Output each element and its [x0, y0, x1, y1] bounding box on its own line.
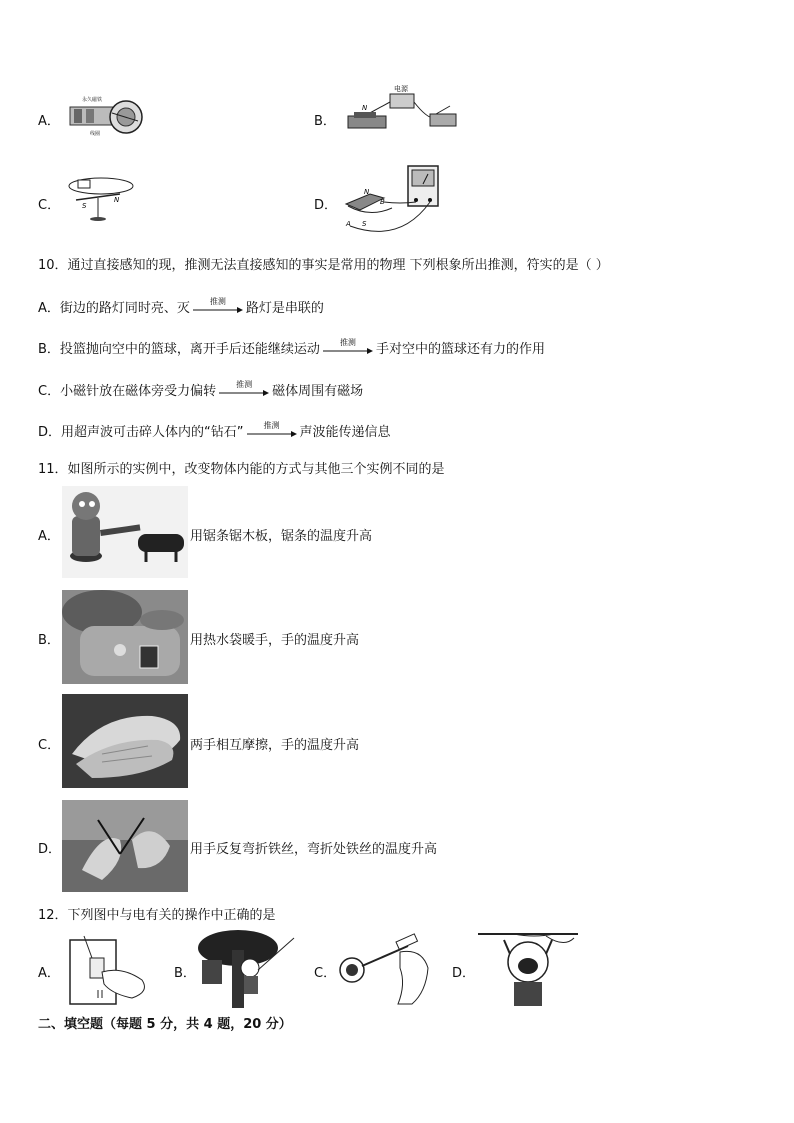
- q12-image-switch: [62, 932, 152, 1008]
- q12-stem: 12．下列图中与电有关的操作中正确的是: [38, 908, 276, 923]
- q11-option-a-text: 用锯条锯木板，锯条的温度升高: [190, 529, 373, 544]
- q10-option-d-premise: 用超声波可击碎人体内的“钻石”: [61, 425, 244, 440]
- q10-stem: 10．通过直接感知的现，推测无法直接感知的事实是常用的物理 下列根象所出推测，符实的是（ ）: [38, 258, 609, 273]
- q10-option-b-conclusion: 手对空中的篮球还有力的作用: [375, 342, 545, 357]
- infer-arrow-icon: [247, 420, 297, 442]
- q9-diagram-d: [340, 164, 462, 236]
- q10-option-a-premise: 街边的路灯同时亮、灭: [59, 301, 190, 316]
- q11-image-saw: [62, 486, 188, 578]
- infer-arrow-icon: [323, 337, 373, 359]
- q10-option-a-conclusion: 路灯是串联的: [245, 301, 324, 316]
- q9-c-pole-n: N: [114, 196, 120, 204]
- q9-option-a-letter: A．: [38, 114, 60, 129]
- q12-image-hanging-wire: [474, 928, 582, 1008]
- q9-option-b-letter: B．: [314, 114, 336, 129]
- q12-option-b-letter: B．: [174, 966, 196, 981]
- q10-option-d-letter: D．: [38, 425, 62, 440]
- arrow-label: 推测: [263, 420, 280, 430]
- q9-option-c-letter: C．: [38, 198, 61, 213]
- q9-b-pole: N: [362, 104, 368, 112]
- q11-image-hot-water-bag: [62, 590, 188, 684]
- q11-image-bending-wire: [62, 800, 188, 892]
- q10-option-a: [38, 297, 324, 318]
- q10-option-c-conclusion: 磁体周围有磁场: [272, 384, 364, 399]
- arrow-label: 推测: [339, 337, 356, 347]
- q9-d-pole-n: N: [364, 188, 370, 196]
- q10-option-c-premise: 小磁针放在磁体旁受力偏转: [60, 384, 217, 399]
- q9-diagram-b: [340, 82, 462, 140]
- q9-d-pole-s: S: [362, 220, 367, 228]
- q11-option-a-letter: A．: [38, 529, 60, 544]
- q12-option-a-letter: A．: [38, 966, 60, 981]
- q9-diagram-c: [64, 172, 138, 224]
- arrow-label: 推测: [236, 379, 253, 389]
- q10-option-d: [38, 421, 391, 442]
- q12-option-d-letter: D．: [452, 966, 476, 981]
- q10-option-c: [38, 380, 363, 401]
- q9-d-label-a: A: [346, 220, 351, 228]
- q9-diagram-a: [64, 93, 148, 139]
- q12-image-test-pen: [336, 932, 436, 1008]
- q11-option-d-text: 用手反复弯折铁丝，弯折处铁丝的温度升高: [190, 842, 438, 857]
- q9-c-pole-s: S: [82, 202, 87, 210]
- q11-option-b-text: 用热水袋暖手，手的温度升高: [190, 633, 360, 648]
- q9-a-label-bottom: 线圈: [90, 131, 101, 137]
- q9-b-source: 电源: [394, 85, 408, 93]
- arrow-label: 推测: [209, 296, 226, 306]
- q10-option-d-conclusion: 声波能传递信息: [299, 425, 391, 440]
- q10-option-b-premise: 投篮抛向空中的篮球，离开手后还能继续运动: [59, 342, 320, 357]
- q9-d-label-b: B: [380, 198, 385, 206]
- q11-stem: 11．如图所示的实例中，改变物体内能的方式与其他三个实例不同的是: [38, 462, 445, 477]
- q9-a-label-top: 永久磁铁: [82, 97, 103, 103]
- q11-image-rubbing-hands: [62, 694, 188, 788]
- infer-arrow-icon: [219, 379, 269, 401]
- q12-option-c-letter: C．: [314, 966, 337, 981]
- q9-option-d-letter: D．: [314, 198, 338, 213]
- q11-option-d-letter: D．: [38, 842, 62, 857]
- section-title-fill-in: 二、填空题（每题 5 分，共 4 题，20 分）: [38, 1017, 292, 1032]
- q11-option-c-letter: C．: [38, 738, 61, 753]
- q11-option-b-letter: B．: [38, 633, 60, 648]
- q10-option-b-letter: B．: [38, 342, 60, 357]
- q11-option-c-text: 两手相互摩擦，手的温度升高: [190, 738, 360, 753]
- q10-option-a-letter: A．: [38, 301, 60, 316]
- q10-option-c-letter: C．: [38, 384, 61, 399]
- q10-option-b: [38, 338, 545, 359]
- q12-image-tree-kite: [198, 930, 298, 1008]
- infer-arrow-icon: [193, 296, 243, 318]
